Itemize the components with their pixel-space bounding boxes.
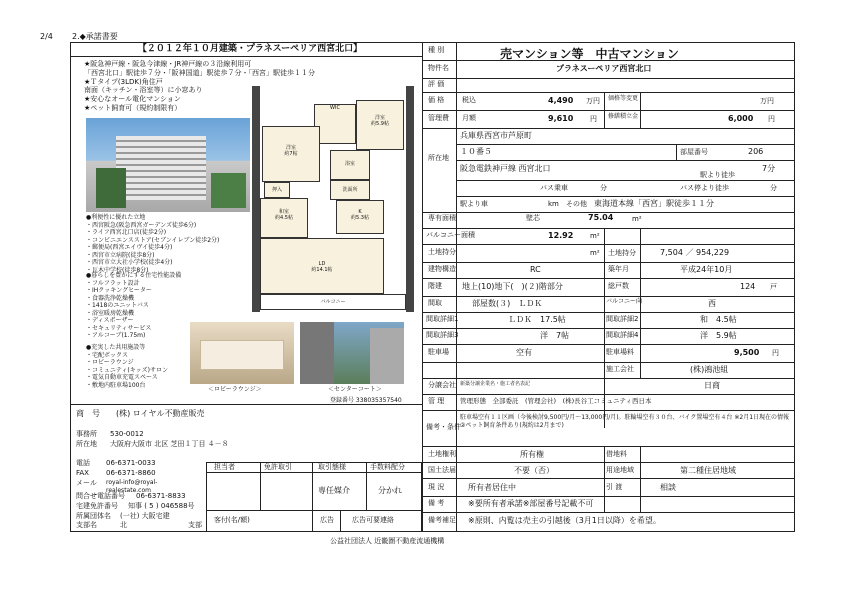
detail3-label: 間取詳細3	[426, 331, 459, 339]
room-name: LD	[318, 261, 326, 267]
section-title: 2.◆承諾書要	[72, 32, 118, 41]
detail4-value: 洋 5.9帖	[700, 331, 737, 340]
company-mail[interactable]: royal-info@royal-realestate.com	[106, 479, 158, 494]
list-item: ・1418のユニットバス	[86, 302, 149, 309]
parking-fee-unit: 円	[772, 349, 779, 357]
equipment-title: ●暮らしを豊かにする住宅性能設備	[86, 272, 182, 279]
branch-suffix: 支部	[188, 521, 202, 529]
bus-unit: 分	[600, 184, 607, 192]
price-unit: 万円	[586, 97, 600, 105]
list-item: ・瓦木中学校(徒歩8分)	[86, 266, 149, 274]
handover-value: 相談	[660, 483, 676, 492]
law-label: 国土法届	[428, 466, 456, 474]
other-value: 東海道本線「西宮」駅徒歩１１分	[594, 199, 714, 208]
room-name: 和室	[278, 209, 289, 215]
lobby-photo	[190, 322, 294, 384]
price-label: 価 格	[428, 96, 445, 104]
company-tel: 06-6371-0033	[106, 459, 156, 467]
detail4-label: 間取詳細4	[606, 331, 639, 339]
feature-item: ★ペット飼育可（規約制限有）	[84, 103, 182, 112]
mgmt-value: 管理形態 全部委託 (管理会社) (株)長谷工コミュニティ西日本	[460, 397, 652, 405]
extra-value: ※原則、内覧は売主の引越後（3月1日以降）を希望。	[468, 516, 661, 525]
floors-value: 地上(10)地下( )(２)階部分	[462, 282, 563, 291]
branch-name: 北	[120, 521, 127, 529]
lease-label: 借地料	[606, 450, 627, 458]
feature-item: 「西宮北口」駅徒歩７分・「阪神国道」駅徒歩７分・「西宮」駅徒歩１１分	[84, 68, 315, 77]
bus-stop-label: バス停より徒歩	[680, 184, 729, 192]
property-kind: 売マンション等 中古マンション	[500, 47, 679, 61]
feature-item: ★安心なオール電化マンション	[84, 95, 181, 103]
list-item: ・西宮阪急(阪急西宮ガーデンズ徒歩6分)	[86, 221, 197, 229]
list-item: ・西宮市立大社小学校(徒歩4分)	[86, 259, 173, 266]
area-label: 専有面積	[428, 214, 456, 222]
room-size: 約14.1帖	[311, 267, 333, 273]
bus-label: バス乗車	[540, 184, 568, 192]
price-change-unit: 万円	[760, 97, 774, 105]
remark-value: ※要所有者承諾※部屋番号記載不可	[468, 499, 594, 508]
balcony-label: バルコニー面積	[426, 231, 475, 239]
property-name: プラネスーペリア西宮北口	[556, 64, 652, 73]
list-item: ・敷地内駐車場100台	[86, 381, 146, 389]
seller-value: 日商	[704, 381, 720, 390]
layout-value: 部屋数(３) ＬＤＫ	[472, 299, 543, 308]
layout-label: 間取	[428, 299, 442, 307]
station-walk-label: 駅より徒歩	[700, 171, 735, 179]
maint-sub: 月額	[462, 114, 476, 122]
maint-unit: 円	[590, 115, 597, 123]
room-size: 約4.5帖	[275, 215, 293, 221]
law-value: 不要（否）	[514, 466, 554, 475]
struct-label: 建物構造	[428, 265, 456, 273]
area-sub: 壁芯	[526, 214, 540, 222]
court-caption: ＜センターコート＞	[328, 386, 382, 393]
balcony-unit: m²	[590, 232, 600, 240]
price-sub: 税込	[462, 96, 476, 104]
zone-label: 用途地域	[606, 466, 634, 474]
detail1-value: ＬＤＫ 17.5帖	[508, 315, 566, 324]
shared-section	[86, 344, 196, 389]
notes-value: 駐車場空有１１区画（今後検討9,500円/月～13,000円/月)。駐輪場空有３０台、バイク置場空有４台 ※2月1日現在の情報 ②ペット飼育条件あり(規約は2月まで)	[460, 414, 790, 429]
branch-label: 支部名	[76, 521, 97, 529]
handover-label: 引 渡	[606, 483, 623, 491]
company-fax: 06-6371-8860	[106, 469, 156, 477]
assoc-name: (一社) 大阪宅建	[120, 512, 170, 520]
list-item: ・西宮市立病院(徒歩8分)	[86, 251, 155, 259]
land-label: 土地持分	[428, 248, 456, 256]
list-item: ・ロビーラウンジ	[86, 359, 134, 366]
land-unit: m²	[590, 249, 600, 257]
page-number: 2/4	[40, 32, 53, 41]
area-value: 75.04	[588, 213, 614, 222]
company-name: (株) ロイヤル不動産販売	[116, 409, 205, 418]
list-item: ・食器洗浄乾燥機	[86, 294, 135, 302]
room-size: 約5.3帖	[351, 215, 369, 221]
room-name: 押入	[271, 187, 282, 193]
notes-label: 備考・条件	[426, 423, 461, 431]
land-share-label: 土地持分	[608, 249, 636, 257]
building-photo	[86, 118, 250, 212]
from-station-unit: km	[548, 200, 559, 208]
fax-label: FAX	[76, 469, 89, 477]
built-label: 築年月	[608, 265, 629, 273]
status-label: 現 況	[428, 483, 445, 491]
feature-item: ★Ｔタイプ(3LDK)角住戸	[84, 77, 163, 86]
staff-header: 取引態様	[318, 463, 346, 471]
feature-item: ★阪急神戸線・阪急今津線・JR神戸線の３沿線利用可	[84, 60, 252, 68]
room-name: K	[358, 209, 362, 215]
list-item: ・フルフラット設計	[86, 279, 140, 287]
feature-item: 南面（キッチン・浴室等）に小窓あり	[84, 86, 203, 95]
other-label: その他	[566, 200, 587, 208]
mgmt-label: 管 理	[428, 397, 445, 405]
room-name: 洋室	[374, 115, 385, 121]
price-change-label: 価格等変更	[608, 95, 639, 102]
dir-value: 西	[708, 299, 716, 308]
units-label: 総戸数	[608, 282, 629, 290]
remark-label: 備 考	[428, 499, 445, 507]
list-item: ・セキュリティサービス	[86, 324, 152, 332]
repair-value: 6,000	[728, 114, 754, 123]
extra-label: 備考補足	[428, 516, 456, 524]
status-value: 所有者居住中	[468, 483, 516, 492]
room-name: 浴室	[344, 161, 355, 167]
name-label: 物件名	[428, 64, 449, 72]
location-value: 兵庫県西宮市芦原町	[460, 131, 532, 140]
list-item: ・電気自動車充電スペース	[86, 374, 158, 381]
built-value: 平成24年10月	[680, 265, 733, 274]
seller-note: 新築分譲企業名・施工者名表記	[460, 381, 531, 387]
maint-value: 9,610	[548, 114, 574, 123]
license-number: 知事 ( 5 ) 046588号	[128, 502, 195, 510]
bus-stop-unit: 分	[770, 184, 777, 192]
parking-fee-value: 9,500	[734, 348, 760, 357]
room-name: バルコニー	[320, 299, 346, 305]
court-photo	[300, 322, 404, 384]
lot-value: １０番５	[460, 147, 492, 156]
list-item: ・郵便局(西宮エイヴイ徒歩4分)	[86, 244, 173, 251]
tel-label: 電話	[76, 459, 90, 467]
builder-label: 施工会社	[606, 365, 634, 373]
balcony-value: 12.92	[548, 231, 574, 240]
seller-label: 分譲会社	[428, 381, 456, 389]
room-no-label: 部屋番号	[680, 148, 708, 156]
detail1-label: 間取詳細1	[426, 315, 459, 323]
area-unit: m²	[632, 215, 642, 223]
staff-header: 免許取引	[264, 463, 292, 471]
list-item: ・ライフ西宮北口店(徒歩2分)	[86, 229, 167, 236]
inquiry-label: 問合せ電話番号	[76, 492, 125, 500]
detail3-value: 洋 7帖	[540, 331, 570, 340]
maint-label: 管理費	[428, 114, 449, 122]
land-share-value: 7,504 ／ 954,229	[660, 248, 730, 257]
repair-unit: 円	[768, 115, 775, 123]
reference-label: 客付(名/額)	[214, 516, 250, 524]
eval-label: 評 価	[428, 80, 445, 88]
nearby-section	[86, 214, 256, 274]
units-value: 124	[740, 282, 756, 291]
office-label: 事務所	[76, 430, 97, 438]
shared-title: ●充実した共用施設等	[86, 344, 146, 351]
floor-plan	[252, 86, 414, 312]
license-label: 宅建免許番号	[76, 502, 118, 510]
location-label: 所在地	[428, 154, 449, 162]
struct-value: RC	[530, 265, 541, 274]
company-address: 大阪府大阪市 北区 芝田１丁目 ４－８	[110, 440, 229, 448]
room-size: 約7帖	[284, 151, 298, 157]
room-size: 約5.9帖	[371, 121, 389, 127]
address-label: 所在地	[76, 440, 97, 448]
staff-header: 担当者	[214, 463, 235, 471]
ad-value: 広告可要連絡	[352, 516, 394, 524]
footer-organization: 公益社団法人 近畿圏不動産流通機構	[330, 537, 445, 545]
staff-header: 手数料配分	[370, 463, 405, 471]
room-name: WIC	[330, 105, 340, 111]
parking-fee-label: 駐車場料	[606, 348, 634, 356]
assoc-label: 所属団体名	[76, 512, 111, 520]
trade-label: 商 号	[76, 409, 100, 418]
detail2-value: 和 4.5帖	[700, 315, 737, 324]
builder-value: (株)鴻池組	[690, 365, 729, 374]
postal-code: 530-0012	[110, 430, 144, 438]
room-name: 洋室	[285, 145, 296, 151]
list-item: ・コミュニティ(キッズ)サロン	[86, 366, 168, 374]
list-item: ・宅配ボックス	[86, 351, 128, 359]
registration-number: 登録番号 338035357540	[330, 397, 402, 404]
list-item: ・浴室暖房乾燥機	[86, 309, 135, 317]
lobby-caption: ＜ロビーラウンジ＞	[208, 386, 262, 393]
deal-type: 専任媒介	[318, 486, 350, 495]
listing-title: 【２０１２年１０月建築・プラネスーペリア西宮北口】	[137, 44, 363, 54]
list-item: ・ディスポーザー	[86, 317, 134, 324]
mail-label: メール	[76, 479, 97, 487]
repair-label: 修繕積立金	[608, 113, 639, 120]
floors-label: 階建	[428, 282, 442, 290]
room-name: 洗面所	[342, 187, 358, 193]
detail2-label: 間取詳細2	[606, 315, 639, 323]
room-no-value: 206	[748, 147, 764, 156]
fee-split: 分かれ	[378, 486, 402, 495]
list-item: ・コンビニエンスストア(セブンイレブン徒歩2分)	[86, 236, 220, 244]
zone-value: 第二種住居地域	[680, 466, 736, 475]
list-item: ・アルコーブ(1.75m)	[86, 332, 146, 339]
list-item: ・IHクッキングヒーター	[86, 287, 152, 294]
parking-label: 駐車場	[428, 348, 449, 356]
land-right-label: 土地権利	[428, 450, 456, 458]
land-right-value: 所有権	[520, 450, 544, 459]
dir-label: バルコニー向	[606, 298, 643, 305]
nearby-title: ●利便性に優れた立地	[86, 214, 146, 221]
station-walk-value: 7分	[762, 164, 776, 173]
price-value: 4,490	[548, 96, 574, 105]
inquiry-tel: 06-6371-8833	[136, 492, 186, 500]
kind-label: 種 別	[428, 46, 445, 54]
station-value: 阪急電鉄神戸線 西宮北口	[460, 164, 551, 173]
units-unit: 戸	[770, 283, 777, 291]
parking-value: 空有	[516, 348, 532, 357]
ad-label: 広告	[320, 516, 334, 524]
from-station-label: 駅より車	[460, 200, 488, 208]
